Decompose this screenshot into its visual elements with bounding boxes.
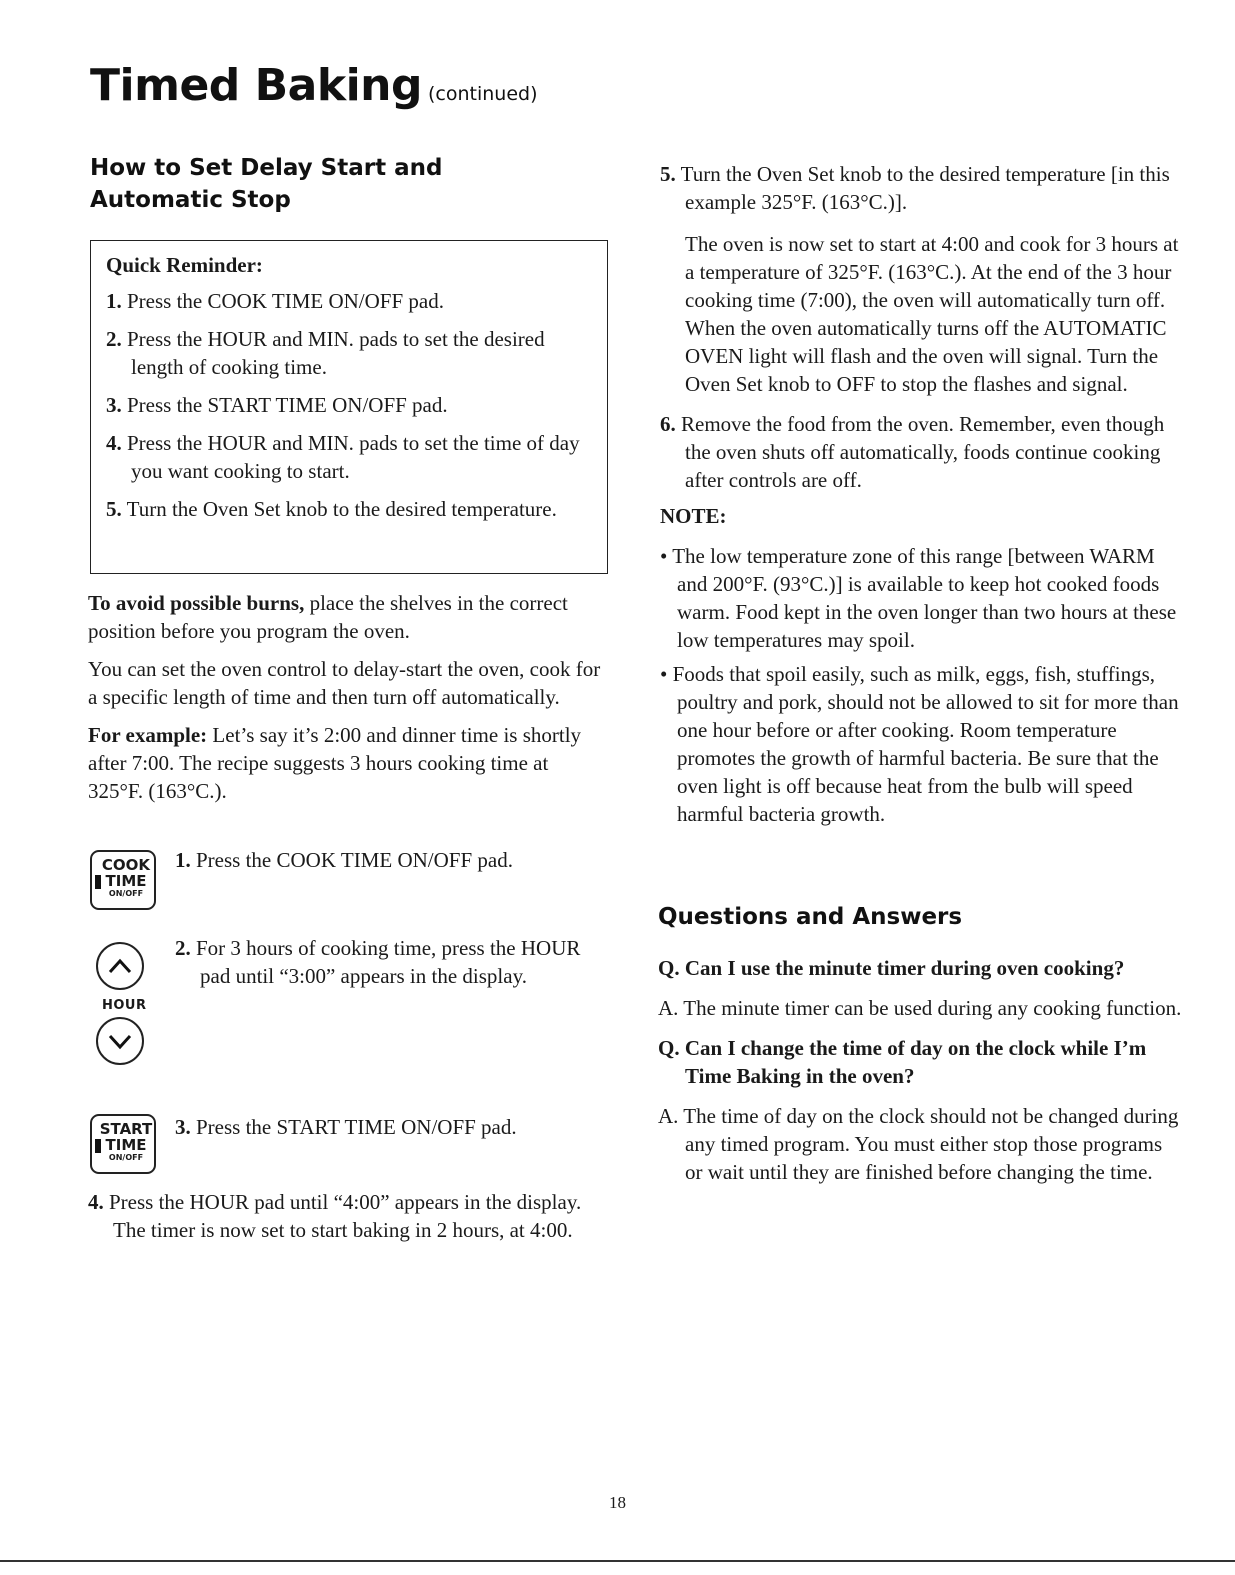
reminder-item-text: Press the COOK TIME ON/OFF pad. <box>127 289 444 313</box>
section-heading <box>90 152 610 216</box>
reminder-item <box>106 325 593 381</box>
hour-label: HOUR <box>102 998 147 1013</box>
step-number: 3. <box>175 1115 191 1139</box>
hour-up-icon <box>96 942 144 990</box>
step-6 <box>660 410 1185 494</box>
cook-pad-line3: ON/OFF <box>108 889 144 898</box>
question-text: Can I change the time of day on the clock while I’m Time Baking in the oven? <box>684 1036 1147 1088</box>
intro-text <box>88 589 608 805</box>
note-bullet-text: Foods that spoil easily, such as milk, eggs, fish, stuffings, poultry and pork, should not be allowed to sit for more than one hour before or after cooking. Room temperature promotes the growth of harmful bacteria. Be sure that the oven light is off because heat from the bulb will speed harmful bacteria growth. <box>672 662 1179 826</box>
reminder-item <box>106 429 593 485</box>
cook-pad-line2: TIME <box>105 872 147 890</box>
step-number: 5. <box>660 162 676 186</box>
bullet-icon: • <box>660 544 668 568</box>
reminder-item-text: Press the HOUR and MIN. pads to set the desired length of cooking time. <box>127 327 545 379</box>
step-text: Press the HOUR pad until “4:00” appears in the display. The timer is now set to start baking in 2 hours, at 4:00. <box>109 1190 582 1242</box>
reminder-item-number: 3. <box>106 393 122 417</box>
step-2 <box>175 934 600 990</box>
step-text: Press the COOK TIME ON/OFF pad. <box>196 848 513 872</box>
reminder-item-number: 2. <box>106 327 122 351</box>
start-pad-line3: ON/OFF <box>108 1153 144 1162</box>
right-column <box>660 160 1185 828</box>
pad-indicator-bar <box>95 1139 101 1153</box>
section-heading-line1: How to Set Delay Start and <box>90 155 443 181</box>
answer-text: The minute timer can be used during any cooking function. <box>683 996 1182 1020</box>
page-title-main: Timed Baking <box>90 60 422 111</box>
qa-heading: Questions and Answers <box>658 904 963 930</box>
step-text: Turn the Oven Set knob to the desired temperature [in this example 325°F. (163°C.)]. <box>680 162 1170 214</box>
bullet-icon: • <box>660 662 668 686</box>
qa-answer <box>658 994 1183 1022</box>
note-label: NOTE: <box>660 504 727 528</box>
q-label: Q. <box>658 956 680 980</box>
reminder-item-number: 4. <box>106 431 122 455</box>
step-text: Press the START TIME ON/OFF pad. <box>196 1115 517 1139</box>
step-text: Remove the food from the oven. Remember, even though the oven shuts off automatically, foods continue cooking after controls are off. <box>681 412 1165 492</box>
step-number: 4. <box>88 1190 104 1214</box>
quick-reminder-box <box>90 240 608 574</box>
reminder-item-text: Press the HOUR and MIN. pads to set the time of day you want cooking to start. <box>127 431 580 483</box>
step-number: 6. <box>660 412 676 436</box>
question-text: Can I use the minute timer during oven cooking? <box>684 956 1125 980</box>
example-paragraph <box>88 721 608 805</box>
page-title-sub: (continued) <box>428 83 538 105</box>
note-bullet <box>660 660 1185 828</box>
burns-warning-bold: To avoid possible burns, <box>88 591 305 615</box>
reminder-item-number: 1. <box>106 289 122 313</box>
example-text: Let’s say it’s 2:00 and dinner time is shortly after 7:00. The recipe suggests 3 hours cooking time at 325°F. (163°C.). <box>88 723 582 803</box>
a-label: A. <box>658 996 679 1020</box>
q-label: Q. <box>658 1036 680 1060</box>
answer-text: The time of day on the clock should not be changed during any timed program. You must either stop those programs or wait until they are finished before changing the time. <box>683 1104 1179 1184</box>
reminder-item-number: 5. <box>106 497 122 521</box>
burns-warning-text: place the shelves in the correct position before you program the oven. <box>88 591 568 643</box>
reminder-item <box>106 391 593 419</box>
section-heading-line2: Automatic Stop <box>90 187 291 213</box>
qa-question <box>658 954 1183 982</box>
hour-down-icon <box>96 1017 144 1065</box>
a-label: A. <box>658 1104 679 1128</box>
page-title <box>90 60 538 111</box>
reminder-item-text: Turn the Oven Set knob to the desired temperature. <box>126 497 557 521</box>
reminder-item <box>106 495 593 523</box>
intro-paragraph: You can set the oven control to delay-start the oven, cook for a specific length of time and then turn off automatically. <box>88 657 601 709</box>
start-pad-line2: TIME <box>105 1136 147 1154</box>
cook-pad-line1: COOK <box>101 856 151 874</box>
note-bullet <box>660 542 1185 654</box>
step-4 <box>88 1188 613 1244</box>
step-3 <box>175 1113 620 1141</box>
step-number: 1. <box>175 848 191 872</box>
step-5-paragraph: The oven is now set to start at 4:00 and cook for 3 hours at a temperature of 325°F. (163°C.). At the end of the 3 hour cooking time (7:00), the oven will automatically turn off. When the oven automatically turns off the AUTOMATIC OVEN light will flash and the oven will signal. Turn the Oven Set knob to OFF to stop the flashes and signal. <box>685 232 1179 396</box>
quick-reminder-title: Quick Reminder: <box>106 253 263 277</box>
qa-question <box>658 1034 1183 1090</box>
step-1 <box>175 846 620 874</box>
reminder-item-text: Press the START TIME ON/OFF pad. <box>127 393 448 417</box>
qa-answer <box>658 1102 1183 1186</box>
page-number: 18 <box>609 1493 626 1512</box>
step-number: 2. <box>175 936 191 960</box>
burns-warning <box>88 589 608 645</box>
reminder-item <box>106 287 593 315</box>
start-pad-line1: START <box>99 1120 153 1138</box>
qa-list <box>658 954 1183 1186</box>
start-time-pad-icon <box>90 1114 156 1174</box>
cook-time-pad-icon <box>90 850 156 910</box>
step-5 <box>660 160 1185 216</box>
step-text: For 3 hours of cooking time, press the HOUR pad until “3:00” appears in the display. <box>196 936 581 988</box>
pad-indicator-bar <box>95 875 101 889</box>
note-bullet-text: The low temperature zone of this range [between WARM and 200°F. (93°C.)] is available to keep hot cooked foods warm. Food kept in the oven longer than two hours at these low temperatures may spoil. <box>672 544 1177 652</box>
bottom-rule <box>0 1560 1235 1562</box>
example-bold: For example: <box>88 723 208 747</box>
